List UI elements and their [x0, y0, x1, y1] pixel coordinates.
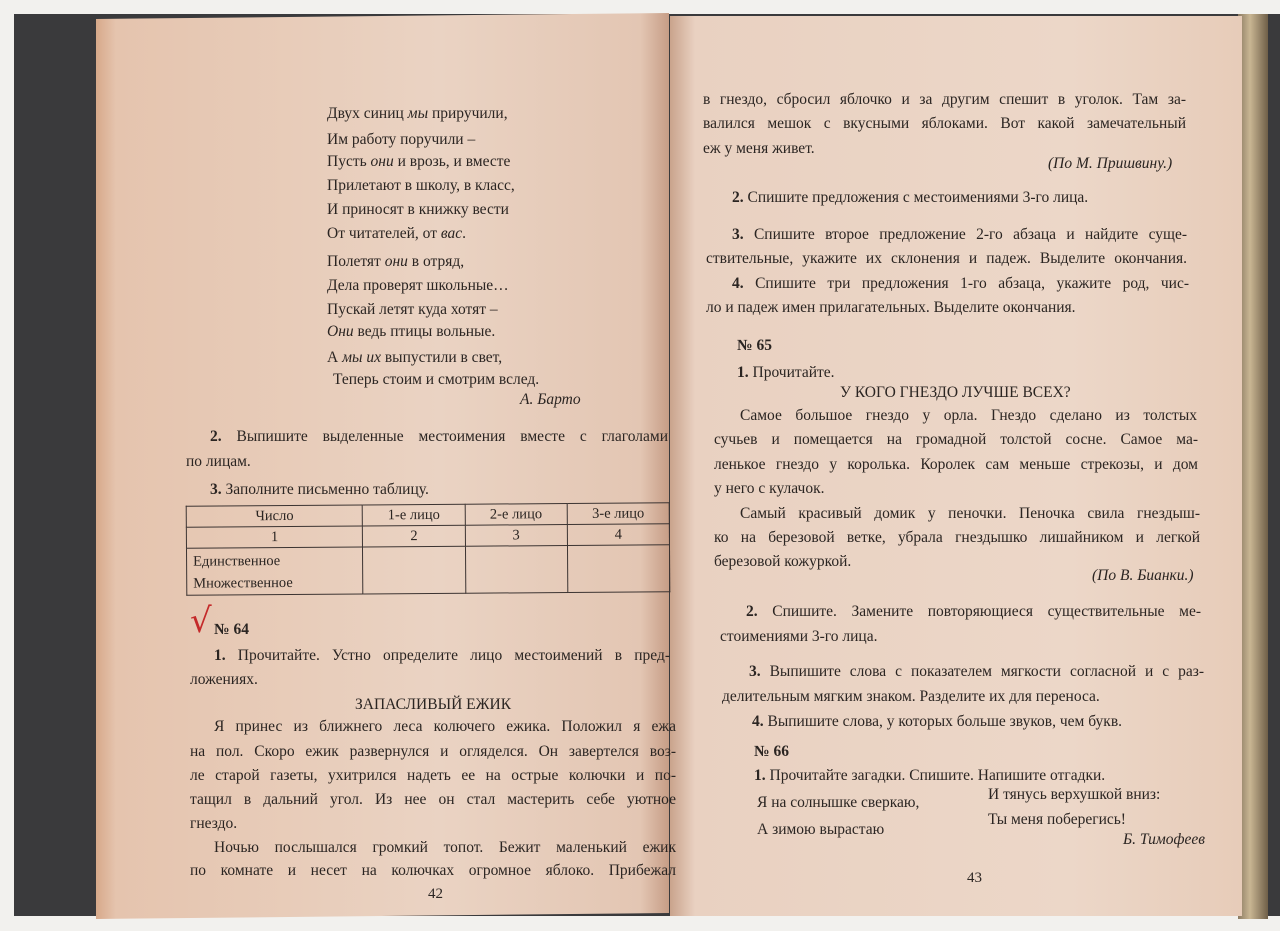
story2-title: У КОГО ГНЕЗДО ЛУЧШЕ ВСЕХ?: [840, 384, 1071, 401]
table-cell: [465, 546, 567, 594]
scan-border-left: [0, 0, 14, 931]
table-row-label: Единственное: [193, 553, 281, 570]
poem-text: Им работу поручили –: [327, 131, 476, 148]
story2-line: ко на березовой ветке, убрала гнездышко лишайником и легкой: [714, 529, 1200, 546]
poem-line: [327, 128, 475, 152]
poem-line: [333, 368, 539, 392]
exercise-66-task: 1. Прочитайте загадки. Спишите. Напишите отгадки.: [754, 767, 1106, 784]
intro-line: еж у меня живет.: [703, 140, 815, 157]
poem-line: [327, 298, 498, 322]
story2-source: (По В. Бианки.): [1092, 567, 1194, 584]
exercise-66-title: № 66: [754, 743, 789, 760]
task-a-2: 2. Спишите предложения с местоимениями 3-го лица.: [732, 189, 1089, 206]
poem-line: [327, 250, 464, 274]
table-row: [186, 545, 669, 595]
task-b-2-line-2: стоимениями 3-го лица.: [720, 628, 878, 645]
riddle-left-line: А зимою вырастаю: [757, 821, 885, 838]
riddle-right-line: Ты меня поберегись!: [988, 811, 1126, 828]
poem-text: Пускай летят куда хотят –: [327, 301, 498, 318]
poem-line: [327, 320, 495, 344]
exercise-64-task-line-1: 1. Прочитайте. Устно определите лицо местоимений в пред-: [214, 647, 670, 664]
poem-text: .: [462, 225, 467, 242]
poem-pronoun: Они: [327, 323, 354, 340]
poem-author: А. Барто: [520, 391, 581, 408]
story2-line: у него с кулачок.: [714, 480, 825, 497]
poem-text: Дела проверят школьные…: [327, 277, 509, 294]
page-number-left: 42: [428, 886, 443, 902]
poem-text: Полетят: [327, 253, 385, 270]
task-b-2-line-1: 2. Спишите. Замените повторяющиеся существительные ме-: [746, 603, 1201, 620]
table-cell: 4: [567, 524, 669, 546]
story-line: Я принес из ближнего леса колючего ежика. Положил я ежа: [214, 718, 676, 735]
poem-text: в отряд,: [407, 253, 465, 270]
story-line: гнездо.: [190, 815, 238, 832]
intro-line: в гнездо, сбросил яблочко и за другим спешит в уголок. Там за-: [703, 91, 1186, 108]
task-a-4-line-1: 4. Спишите три предложения 1-го абзаца, укажите род, чис-: [732, 275, 1189, 292]
story2-line: сучьев и помещается на громадной толстой сосне. Самое ма-: [714, 431, 1198, 448]
story2-line: березовой кожуркой.: [714, 553, 852, 570]
table-header-cell: Число: [186, 505, 363, 527]
person-number-table: [186, 502, 671, 595]
story2-line: Самый красивый домик у пеночки. Пеночка свила гнездыш-: [740, 505, 1200, 522]
table-header-cell: 2-е лицо: [465, 504, 567, 526]
check-mark-icon: √: [190, 601, 212, 641]
task-3: 3. Заполните письменно таблицу.: [210, 481, 429, 498]
book-page-edges: [1238, 14, 1268, 919]
story-line: тащил в дальний угол. Из нее он стал мастерить себе уютное: [190, 791, 676, 808]
riddle-author: Б. Тимофеев: [1123, 831, 1206, 848]
poem-line: [327, 222, 466, 246]
task-b-3-line-1: 3. Выпишите слова с показателем мягкости согласной и с раз-: [749, 663, 1204, 680]
task-b-3-line-2: делительным мягким знаком. Разделите их для переноса.: [722, 688, 1100, 705]
table-row-labels: [186, 547, 363, 595]
exercise-64-title: № 64: [214, 621, 249, 638]
poem-text: От читателей, от: [327, 225, 441, 242]
intro-line: валился мешок с вкусными яблоками. Вот какой замечательный: [703, 115, 1186, 132]
poem-pronoun: вас: [440, 225, 463, 242]
poem-text: приручили,: [428, 105, 508, 122]
table-row-label: Множественное: [193, 574, 293, 592]
exercise-64-task-line-2: ложениях.: [190, 671, 258, 688]
riddle-left-line: Я на солнышке сверкаю,: [757, 794, 920, 811]
story2-line: ленькое гнездо у королька. Королек сам меньше стрекозы, и дом: [714, 456, 1198, 473]
task-a-3-line-1: 3. Спишите второе предложение 2-го абзаца и найдите суще-: [732, 226, 1187, 243]
poem-text: Пусть: [327, 153, 371, 170]
poem-line: [327, 198, 509, 222]
poem-text: И приносят в книжку вести: [327, 201, 509, 218]
table-header-cell: 3-е лицо: [567, 503, 669, 525]
task-a-3-line-2: ствительные, укажите их склонения и падеж. Выделите окончания.: [706, 250, 1187, 267]
exercise-65-title: № 65: [737, 337, 772, 354]
poem-line: [327, 102, 508, 126]
table-cell: 2: [363, 525, 465, 547]
poem-text: и врозь, и вместе: [393, 153, 511, 170]
task-2-line-1: 2. Выпишите выделенные местоимения вместе с глаголами: [210, 428, 668, 445]
table-cell: 1: [186, 526, 363, 548]
scan-border-bottom: [0, 916, 1280, 931]
task-a-4-line-2: ло и падеж имен прилагательных. Выделите окончания.: [706, 299, 1076, 316]
exercise-65-task: 1. Прочитайте.: [737, 364, 835, 381]
story-line: ле старой газеты, ухитрился надеть ее на острые колючки и по-: [190, 767, 676, 784]
poem-text: выпустили в свет,: [380, 349, 503, 366]
table-cell: 3: [465, 525, 567, 547]
intro-source: (По М. Пришвину.): [1048, 155, 1173, 172]
task-2-line-2: по лицам.: [186, 453, 251, 470]
poem-text: А: [327, 349, 343, 366]
poem-line: [327, 274, 509, 298]
page-number-right: 43: [967, 870, 982, 886]
task-b-4: 4. Выпишите слова, у которых больше звуков, чем букв.: [752, 713, 1123, 730]
riddle-right-line: И тянусь верхушкой вниз:: [988, 786, 1161, 803]
poem-line: [327, 150, 510, 174]
story-line: на пол. Скоро ежик развернулся и огляделся. Он завертелся воз-: [190, 743, 676, 760]
story-line: по комнате и несет на колючках огромное яблоко. Прибежал: [190, 862, 676, 879]
story-title: ЗАПАСЛИВЫЙ ЕЖИК: [355, 696, 512, 713]
poem-text: ведь птицы вольные.: [353, 323, 496, 340]
table-cell: [567, 545, 670, 593]
poem-pronoun: мы: [407, 105, 429, 122]
scan-border-top: [0, 0, 1280, 14]
poem-text: Двух синиц: [327, 105, 408, 122]
poem-pronoun: они: [370, 153, 394, 170]
table-cell: [363, 546, 465, 594]
poem-line: [327, 346, 502, 370]
table-header-cell: 1-е лицо: [363, 504, 465, 526]
story2-line: Самое большое гнездо у орла. Гнездо сделано из толстых: [740, 407, 1197, 424]
poem-line: [327, 174, 515, 198]
poem-pronoun: мы их: [342, 349, 381, 366]
poem-text: Теперь стоим и смотрим вслед.: [333, 371, 540, 388]
poem-pronoun: они: [384, 253, 408, 270]
story-line: Ночью послышался громкий топот. Бежит маленький ежик: [214, 839, 676, 856]
poem-text: Прилетают в школу, в класс,: [327, 177, 515, 194]
